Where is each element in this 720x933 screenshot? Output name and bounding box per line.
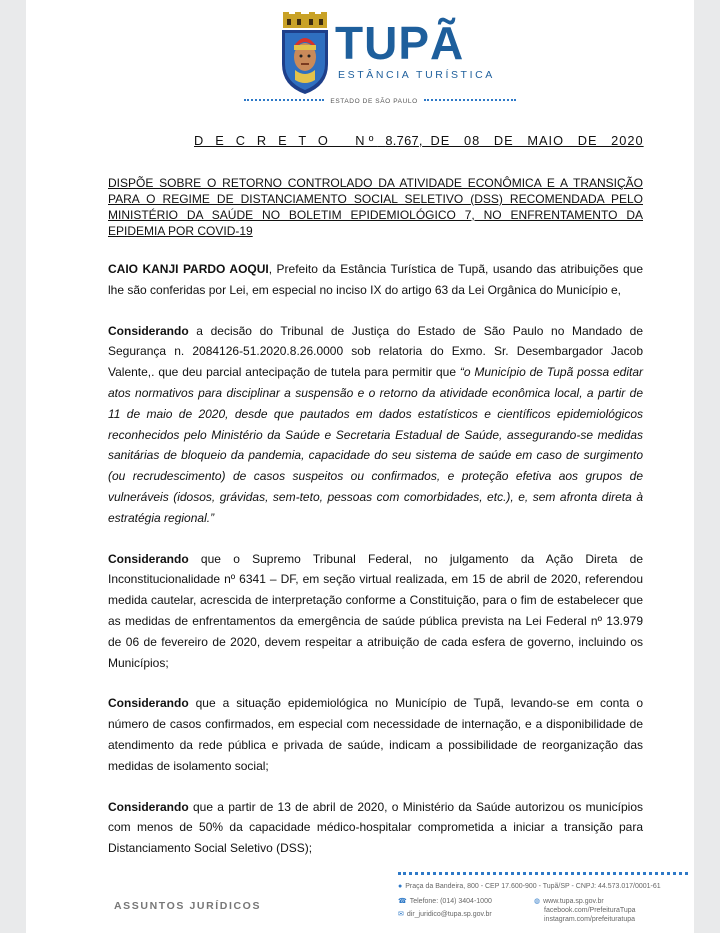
paragraph-considering-1 (108, 321, 643, 529)
decree-body (108, 259, 643, 879)
decree-title-left: D E C R E T O Nº (194, 133, 378, 148)
mayor-name: CAIO KANJI PARDO AOQUI (108, 262, 269, 276)
instagram-line (544, 915, 635, 924)
brand-subtitle: ESTÂNCIA TURÍSTICA (338, 69, 495, 81)
phone-icon: ☎ (398, 898, 407, 905)
considering-label: Considerando (108, 323, 189, 338)
paragraph-text: que o Supremo Tribunal Federal, no julgamento da Ação Direta de Inconstitucionalidade nº 6341 – DF, em seção virtual realizada, em 15 de abril de 2020, referendou medida cautelar, acrescida de interpretação conforme a Constituição, para o fim de estabelecer que as medidas de enfrentamentos da emergência de saúde pública prevista na Lei Federal nº 13.979 de 06 de fevereiro de 2020, devem respeitar a atribuição de cada esfera de governo, incluindo os Municípios; (108, 551, 643, 670)
facebook-line (544, 906, 636, 915)
email-icon: ✉ (398, 911, 404, 918)
dotted-rule (424, 99, 516, 104)
state-line (244, 98, 504, 108)
instagram-text: instagram.com/prefeituratupa (544, 916, 636, 923)
decree-date: DE 08 DE MAIO DE 2020 (430, 133, 644, 148)
paragraph-text: , Prefeito da Estância Turística de Tupã, usando das atribuições que lhe são conferidas por Lei, em especial no inciso IX do artigo 63 da Lei Orgânica do Município e, (108, 262, 643, 297)
address-text: Praça da Bandeira, 800 - CEP 17.600-900 - Tupã/SP - CNPJ: 44.573.017/0001-61 (405, 883, 661, 890)
paragraph-text: que a partir de 13 de abril de 2020, o Ministério da Saúde autorizou os municípios com menos de 50% da capacidade médico-hospitalar comprometida a iniciar a transição para Distanciamento Social Seletivo (DSS); (108, 799, 643, 856)
department-label: ASSUNTOS JURÍDICOS (114, 900, 262, 912)
decree-number: 8.767, (385, 133, 423, 148)
phone-text: Telefone: (014) 3404-1000 (409, 898, 492, 905)
email-text: dir_juridico@tupa.sp.gov.br (406, 911, 492, 918)
paragraph-considering-2 (108, 549, 643, 674)
location-pin-icon: ● (398, 883, 403, 890)
dotted-rule (244, 99, 324, 104)
website-text: www.tupa.sp.gov.br (543, 898, 604, 905)
facebook-text: facebook.com/PrefeituraTupa (544, 907, 636, 914)
considering-label: Considerando (108, 696, 189, 711)
footer (26, 862, 694, 933)
address-line (398, 882, 661, 891)
brand-name: TUPÃ (335, 17, 465, 69)
state-name: ESTADO DE SÃO PAULO (330, 98, 418, 105)
website-line (534, 897, 604, 906)
ementa: DISPÕE SOBRE O RETORNO CONTROLADO DA ATIVIDADE ECONÔMICA E A TRANSIÇÃO PARA O REGIME DE DISTANCIAMENTO SOCIAL SELETIVO (DSS) RECOMENDADA PELO MINISTÉRIO DA SAÚDE NO BOLETIM EPIDEMIOLÓGICO 7, NO ENFRENTAMENTO DA EPIDEMIA POR COVID-19 (108, 176, 643, 238)
globe-icon: ◍ (534, 898, 541, 905)
dotted-rule (398, 872, 688, 875)
quoted-decision: “o Município de Tupã possa editar atos normativos para disciplinar a suspensão e o retorno da atividade econômica local, a partir de 11 de maio de 2020, desde que pautados em dados estatísticos e científicos epidemiológicos reconhecidos pelo Ministério da Saúde e Secretaria Estadual de Saúde, assegurando-se medidas sanitárias de bloqueio da pandemia, capacidade do seu sistema de saúde em caso de surgimento (ou recrudescimento) de casos suspeitos ou confirmados, e proteção efetiva aos grupos de vulneráveis (idosos, grávidas, sem-teto, pessoas com comorbidades, etc.), e, sem afronta direta à estratégia regional.” (108, 365, 643, 525)
decree-title (194, 133, 644, 148)
letterhead (26, 0, 694, 112)
paragraph-text: a decisão do Tribunal de Justiça do Estado de São Paulo no Mandado de Segurança n. 2084126-51.2020.8.26.0000 sob relatoria do Exmo. Sr. Desembargador Jacob Valente,. que deu parcial antecipação de tutela para permitir que (108, 323, 643, 380)
paragraph-considering-4 (108, 797, 643, 859)
paragraph-preamble (108, 259, 643, 301)
paragraph-considering-3 (108, 693, 643, 776)
paragraph-text: que a situação epidemiológica no Município de Tupã, levando-se em conta o número de casos confirmados, em especial com necessidade de internação, e a disponibilidade de atendimento da rede pública e privada de saúde, indicam a possibilidade de reorganização das medidas de isolamento social; (108, 696, 643, 773)
email-line (398, 910, 492, 919)
phone-line (398, 897, 492, 906)
considering-label: Considerando (108, 551, 189, 566)
document-page (26, 0, 694, 933)
considering-label: Considerando (108, 799, 189, 814)
brand-block (335, 17, 495, 81)
coat-of-arms-icon (279, 12, 331, 96)
